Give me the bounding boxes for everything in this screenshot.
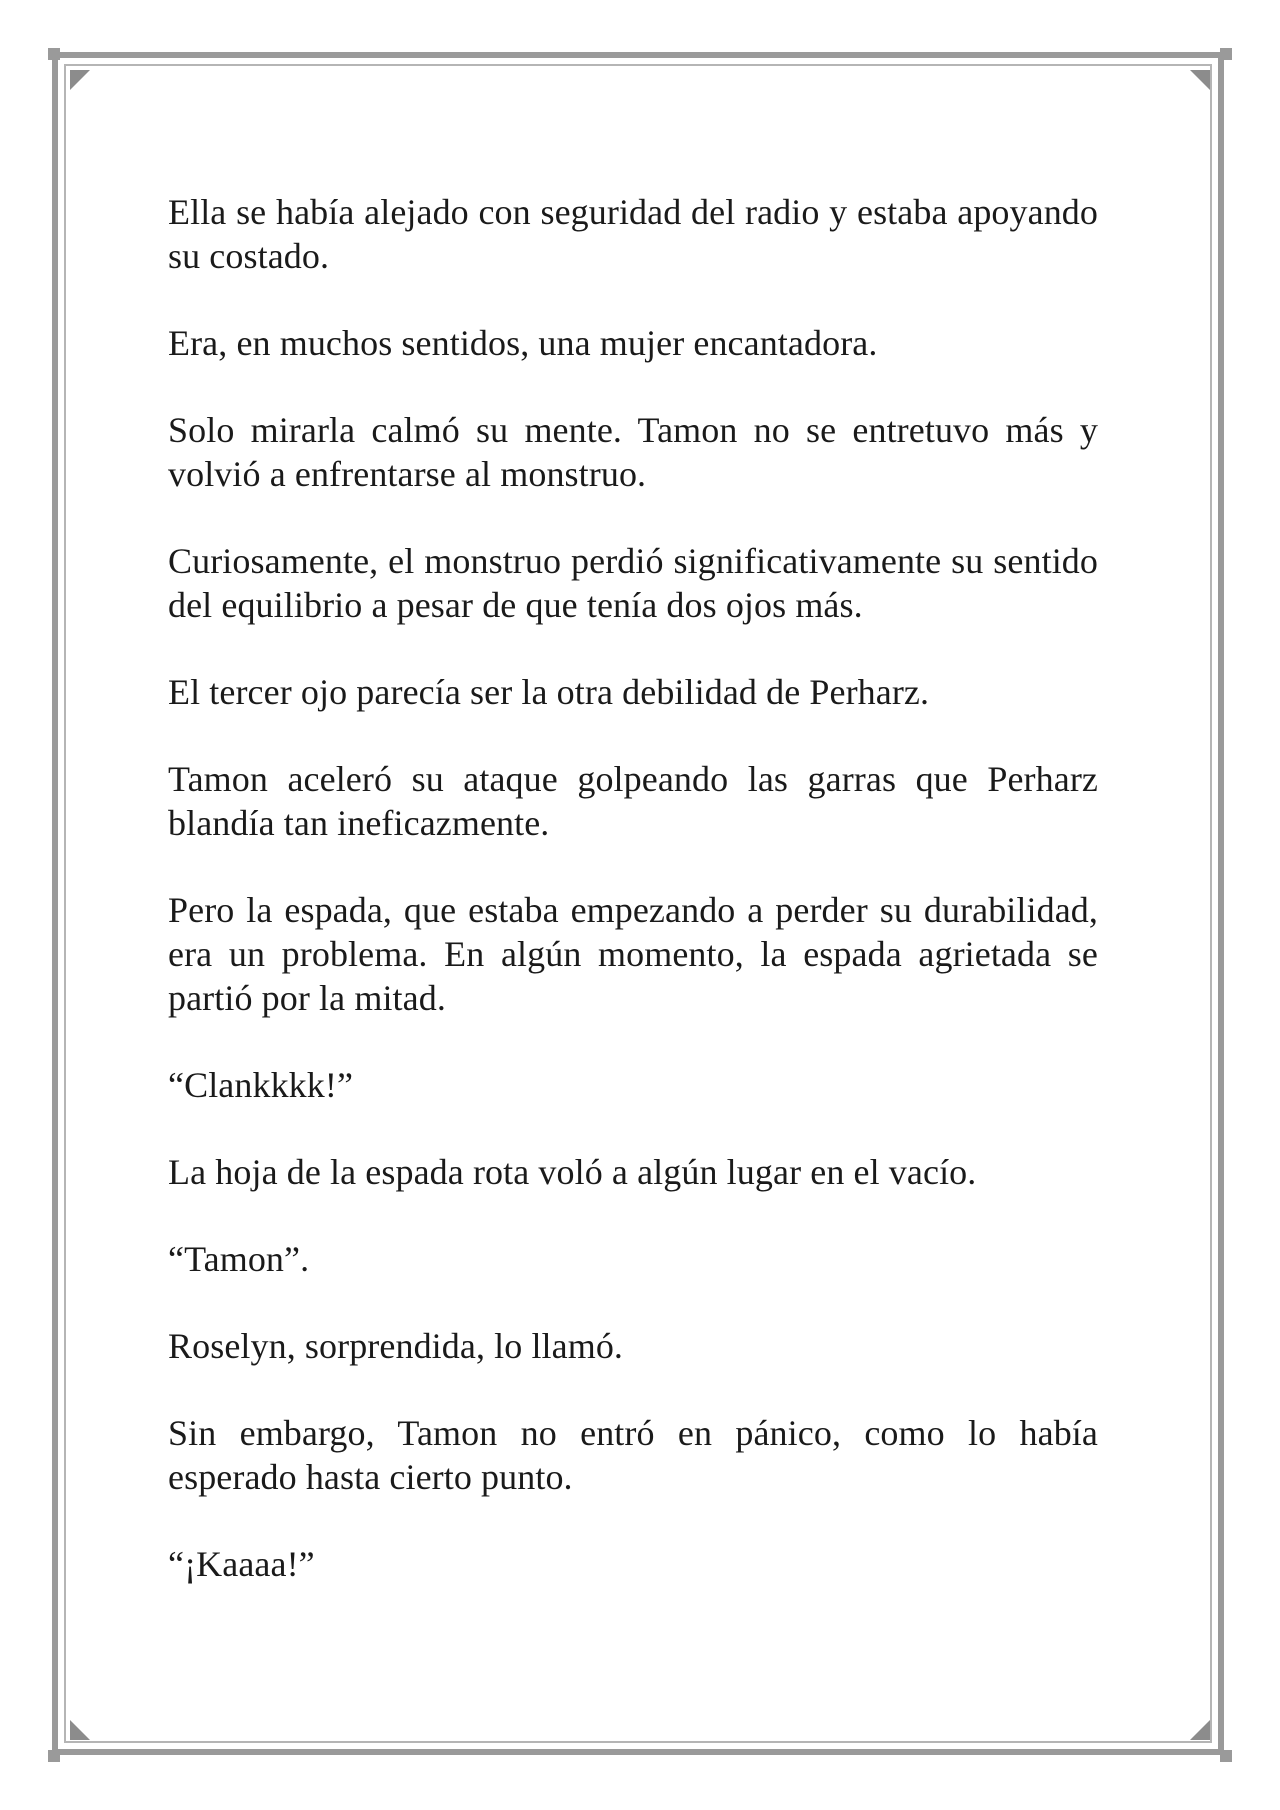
paragraph: Pero la espada, que estaba empezando a perder su durabilidad, era un problema. En algún momento, la espada agrietada se partió por la mitad. (168, 890, 1098, 1018)
paragraph: “Clankkkk!” (168, 1065, 354, 1105)
corner-triangle-top-right (1190, 70, 1210, 90)
corner-ornament-bottom-right (1220, 1750, 1232, 1762)
corner-triangle-bottom-left (70, 1720, 90, 1740)
corner-triangle-top-left (70, 70, 90, 90)
paragraph: Roselyn, sorprendida, lo llamó. (168, 1326, 624, 1366)
corner-ornament-top-right (1220, 48, 1232, 60)
paragraph: Solo mirarla calmó su mente. Tamon no se entretuvo más y volvió a enfrentarse al monstruo. (168, 410, 1098, 494)
paragraph: Tamon aceleró su ataque golpeando las garras que Perharz blandía tan ineficazmente. (168, 759, 1098, 843)
corner-ornament-top-left (48, 48, 60, 60)
paragraph: “Tamon”. (168, 1239, 310, 1279)
paragraph: Era, en muchos sentidos, una mujer encantadora. (168, 323, 878, 363)
paragraph: Curiosamente, el monstruo perdió significativamente su sentido del equilibrio a pesar de que tenía dos ojos más. (168, 541, 1098, 625)
page-body (168, 190, 1098, 1629)
paragraph: La hoja de la espada rota voló a algún lugar en el vacío. (168, 1152, 977, 1192)
corner-triangle-bottom-right (1190, 1720, 1210, 1740)
paragraph: Ella se había alejado con seguridad del radio y estaba apoyando su costado. (168, 192, 1098, 276)
paragraph: “¡Kaaaa!” (168, 1544, 315, 1584)
paragraph: Sin embargo, Tamon no entró en pánico, como lo había esperado hasta cierto punto. (168, 1413, 1098, 1497)
paragraph: El tercer ojo parecía ser la otra debilidad de Perharz. (168, 672, 930, 712)
corner-ornament-bottom-left (48, 1750, 60, 1762)
